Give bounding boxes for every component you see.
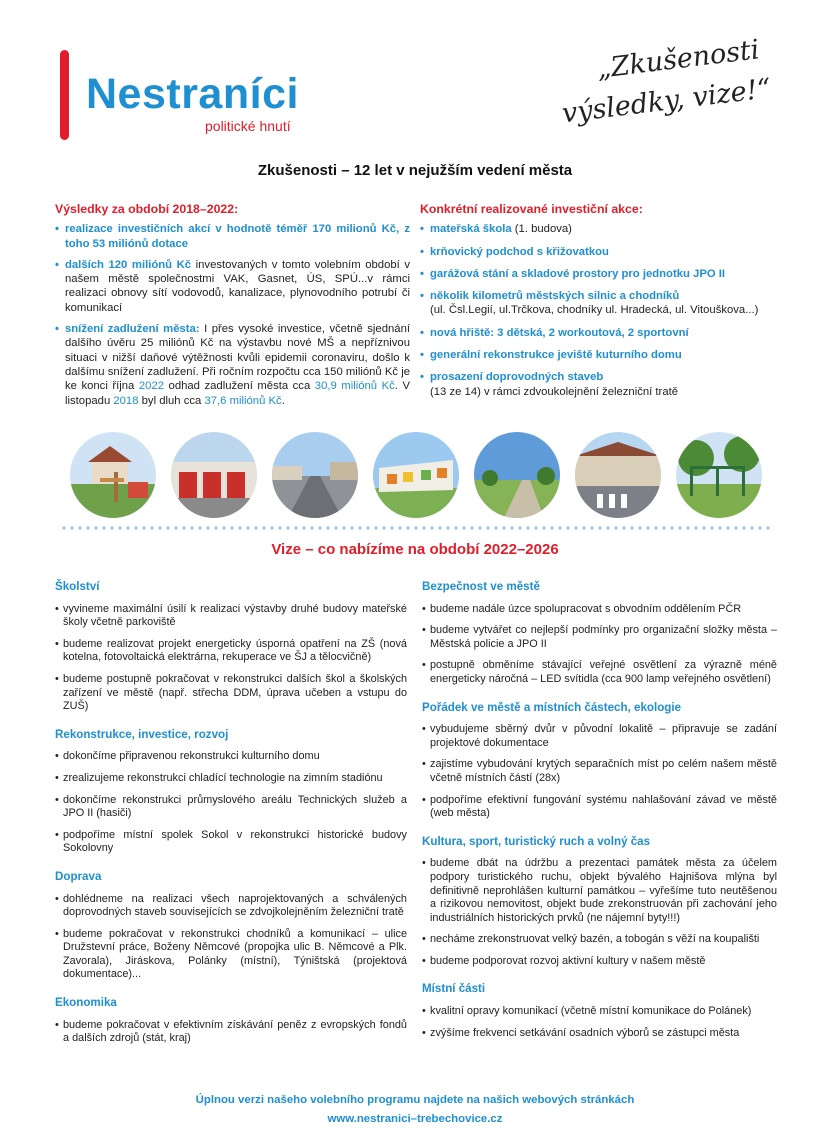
result-text: byl dluh cca: [138, 394, 205, 407]
results-column: [55, 202, 410, 415]
result-bold: snížení zadlužení města:: [65, 323, 200, 336]
result-text: investovaných v tomto volebním období v našem městě společnostmi VAK, Gasnet, ÚS, SPÚ...v rámci realizaci obnovy sítí vodovodů, kanalizace, plynovodního potrubí či komunikací: [65, 258, 410, 314]
kultura-section: [422, 835, 777, 969]
list-item: • budeme pokračovat v rekonstrukci chodníků a komunikací – ulice Družstevní práce, Boženy Němcové (propojka ulic B. Němcové a Plk. Zavorala), Jiráskova, Polánky (místní), Týništská (projektová dokumentace)...: [55, 928, 407, 982]
list-item: • budeme vytvářet co nejlepší podmínky pro organizační složky města – Městská policie a JPO II: [422, 624, 777, 651]
result-text: odhad zadlužení města cca: [164, 380, 315, 393]
list-item: • budeme dbát na údržbu a prezentaci památek města za účelem podpory turistického ruchu, objekt bývalého Hajnišova mlýna byl definitivně neprohlášen kulturní památkou – vyřešíme tuto neutěšenou a rizikovou nemovitost, objekt bude zrekonstruován při zachování jeho industriálních historických prvků (ne nájemní byty!!!): [422, 857, 777, 925]
actions-heading: Konkrétní realizované investiční akce:: [420, 202, 643, 216]
action-text: (13 ze 14) v rámci zdvoukolejnění železniční tratě: [430, 385, 679, 398]
workout-park-photo: [676, 432, 762, 518]
debt-2018: 37,6 miliónů Kč: [204, 394, 282, 407]
list-item: • dokončíme rekonstrukci průmyslového areálu Technických služeb a JPO II (hasiči): [55, 794, 407, 821]
action-bold: generální rekonstrukce jeviště kuturního domu: [430, 349, 682, 362]
list-item: • zajistíme vybudování krytých separačních míst po celém našem městě včetně místních částí (28x): [422, 758, 777, 785]
skolstvi-heading: Školství: [55, 580, 100, 593]
mistni-heading: Místní části: [422, 982, 486, 996]
list-item: • podpoříme místní spolek Sokol v rekonstrukci historické budovy Sokolovny: [55, 829, 407, 856]
fire-station-photo: [171, 432, 257, 518]
ekonomika-heading: Ekonomika: [55, 996, 117, 1010]
list-item: • podpoříme efektivní fungování systému nahlašování závad ve městě (web města): [422, 794, 777, 821]
action-item: [420, 326, 780, 340]
list-item: • necháme zrekonstruovat velký bazén, a tobogán s věží na koupališti: [422, 933, 777, 947]
result-text: I přes vysoké investice, včetně sjednání dalšího úvěru 25 miliónů Kč na výstavbu nové MŠ a nepříznivou situaci v nižší daňové výtěžnosti kvůli epidemii coronaviru, došlo k dalšímu snížení zadlužení. Při ročním rozpočtu cca 150 miliónů Kč je ke konci října: [65, 323, 410, 393]
action-bold: garážová stání a skladové prostory pro jednotku JPO II: [430, 267, 726, 280]
list-item: • vyvineme maximální úsilí k realizaci výstavby druhé budovy mateřské školy včetně parkoviště: [55, 603, 407, 630]
list-item: • budeme realizovat projekt energeticky úsporná opatření na ZŠ (nová kotelna, fotovoltaická elektrárna, rekuperace ve ŠJ a tělocvičně): [55, 638, 407, 665]
debt-2022: 30,9 miliónů Kč: [314, 380, 395, 393]
poradek-heading: Pořádek ve městě a místních částech, ekologie: [422, 700, 682, 714]
list-item: • kvalitní opravy komunikací (včetně místní komunikace do Polánek): [422, 1005, 777, 1019]
action-item: [420, 267, 780, 281]
skolstvi-section: [55, 580, 407, 714]
doprava-section: [55, 870, 407, 982]
vize-title: Vize – co nabízíme na období 2022–2026: [271, 541, 559, 558]
mistni-section: [422, 982, 777, 1040]
result-bold: dalších 120 miliónů Kč: [65, 258, 192, 271]
results-heading: Výsledky za období 2018–2022:: [55, 202, 239, 216]
result-item: [55, 222, 410, 251]
list-item: • budeme nadále úzce spolupracovat s obvodním oddělením PČR: [422, 603, 777, 617]
slogan: [555, 27, 793, 134]
logo-red-bar: [60, 50, 69, 140]
doprava-heading: Doprava: [55, 869, 102, 883]
vize-left-column: [55, 580, 407, 1060]
bezpecnost-section: [422, 580, 777, 687]
list-item: • zrealizujeme rekonstrukci chladící technologie na zimním stadiónu: [55, 772, 407, 786]
action-item: [420, 222, 780, 236]
slogan-line-1: „Zkušenosti: [595, 34, 762, 85]
list-item: • budeme postupně pokračovat v rekonstrukci dalších škol a školských zařízení ve městě (např. střecha DDM, úprava učeben a vstupu do ZUŠ): [55, 673, 407, 714]
page-title: Zkušenosti – 12 let v nejužším vedení města: [257, 162, 573, 179]
photo-strip: [70, 432, 770, 518]
vize-right-column: [422, 580, 777, 1054]
year-2018: 2018: [113, 394, 139, 407]
action-item: [420, 245, 780, 259]
list-item: • vybudujeme sběrný dvůr v původní lokalitě – připravuje se zadání projektové dokumentace: [422, 723, 777, 750]
list-item: • budeme pokračovat v efektivním získávání peněz z evropských fondů a dalších zdrojů (stát, kraj): [55, 1019, 407, 1046]
action-item: [420, 289, 780, 318]
action-bold: krňovický podchod s křižovatkou: [430, 245, 609, 258]
result-text: . V listopadu: [65, 380, 410, 407]
list-item: • dokončíme připravenou rekonstrukci kulturního domu: [55, 750, 407, 764]
poradek-section: [422, 701, 777, 821]
result-item: [55, 258, 410, 315]
action-bold: několik kilometrů městských silnic a chodníků: [430, 290, 680, 303]
action-text: (ul. Čsl.Legií, ul.Trčkova, chodníky ul. Hradecká, ul. Vitouškova...): [430, 304, 759, 317]
rekonstrukce-heading: Rekonstrukce, investice, rozvoj: [55, 727, 229, 741]
result-text: .: [281, 394, 285, 407]
result-bold: realizace investičních akcí v hodnotě téměř 170 milionů Kč, z toho 53 miliónů dotace: [65, 223, 410, 250]
rekonstrukce-section: [55, 728, 407, 856]
action-item: [420, 348, 780, 362]
action-item: [420, 370, 780, 399]
list-item: • dohlédneme na realizaci všech naprojektovaných a schválených doprovodných staveb souvisejících se zdvojkolejněním železniční tratě: [55, 893, 407, 920]
logo-text: Nestraníci: [86, 70, 299, 118]
list-item: • postupně obměníme stávající veřejné osvětlení za výrazně méně energeticky náročná – LED svítidla (cca 900 lamp veřejného osvětlení): [422, 659, 777, 686]
playground-photo: [70, 432, 156, 518]
dotted-divider: [60, 526, 770, 530]
bezpecnost-heading: Bezpečnost ve městě: [422, 580, 540, 593]
slogan-line-2: výsledky, vize!“: [560, 73, 773, 130]
ekonomika-section: [55, 996, 407, 1046]
road-photo: [272, 432, 358, 518]
footer-text: Úplnou verzi našeho volebního programu najdete na našich webových stránkách: [195, 1094, 635, 1106]
logo-subtitle: politické hnutí: [205, 118, 291, 134]
website-link[interactable]: www.nestranici–trebechovice.cz: [327, 1113, 503, 1125]
list-item: • zvýšíme frekvenci setkávání osadních výborů se zástupci města: [422, 1027, 777, 1041]
footer: [0, 1091, 830, 1129]
result-item: [55, 322, 410, 408]
action-text: (1. budova): [511, 223, 572, 236]
park-path-photo: [474, 432, 560, 518]
actions-column: [420, 202, 780, 407]
year-2022: 2022: [138, 380, 165, 393]
kindergarten-photo: [373, 432, 459, 518]
action-bold: mateřská škola: [430, 223, 512, 236]
list-item: • budeme podporovat rozvoj aktivní kultury v našem městě: [422, 955, 777, 969]
street-photo: [575, 432, 661, 518]
kultura-heading: Kultura, sport, turistický ruch a volný čas: [422, 834, 651, 848]
action-bold: prosazení doprovodných staveb: [430, 371, 604, 384]
action-bold: nová hřiště: 3 dětská, 2 workoutová, 2 sportovní: [430, 326, 689, 339]
